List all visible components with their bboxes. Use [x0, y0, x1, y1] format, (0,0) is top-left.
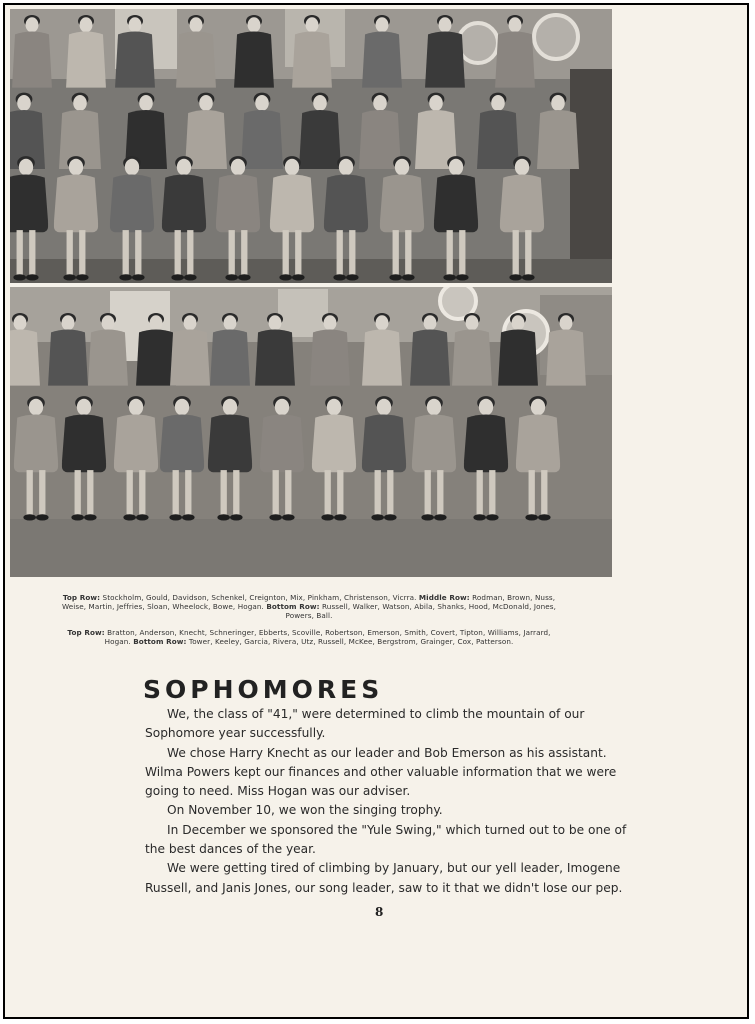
paragraph: We chose Harry Knecht as our leader and Bob Emerson as his assistant. Wilma Powers kept our finances and other valuable information that we were going to need. Miss Hogan was our adviser.: [145, 745, 617, 799]
page: [3, 3, 749, 1019]
class-photo-top: [10, 9, 612, 283]
section-heading: SOPHOMORES: [143, 675, 384, 704]
body-text: [145, 705, 637, 898]
caption-row-label: Middle Row:: [418, 593, 470, 602]
caption-names: Russell, Walker, Watson, Abila, Shanks, Hood, McDonald, Jones, Powers, Ball.: [285, 601, 556, 620]
caption-names: Bratton, Anderson, Knecht, Schneringer, Ebberts, Scoville, Robertson, Emerson, Smith, Covert, Tipton, Williams, Jarrard, Hogan.: [104, 628, 551, 646]
paragraph: We were getting tired of climbing by January, but our yell leader, Imogene Russell, and Janis Jones, our song leader, saw to it that we didn't lose our pep.: [145, 861, 623, 895]
caption-row-label: Top Row:: [62, 593, 101, 602]
paragraph: On November 10, we won the singing trophy.: [167, 803, 443, 818]
class-photo-bottom: [10, 287, 612, 577]
caption-row-label: Bottom Row:: [133, 636, 187, 646]
caption-names: Stockholm, Gould, Davidson, Schenkel, Creignton, Mix, Pinkham, Christenson, Vicrra.: [102, 593, 417, 602]
paragraph: In December we sponsored the "Yule Swing," which turned out to be one of the best dances of the year.: [145, 822, 627, 857]
caption-row-label: Bottom Row:: [266, 601, 320, 611]
page-number: 8: [375, 905, 384, 919]
caption-row-label: Top Row:: [67, 628, 105, 637]
caption-names: Rodman, Brown, Nuss, Weise, Martin, Jeffries, Sloan, Wheelock, Bowe, Hogan.: [62, 593, 556, 611]
photo-caption-bottom: [59, 629, 559, 647]
paragraph: We, the class of "41," were determined to climb the mountain of our Sophomore year successfully.: [145, 707, 585, 741]
photo-caption-top: [59, 594, 559, 620]
caption-names: Tower, Keeley, Garcia, Rivera, Utz, Russell, McKee, Bergstrom, Grainger, Cox, Patterson.: [188, 636, 514, 646]
